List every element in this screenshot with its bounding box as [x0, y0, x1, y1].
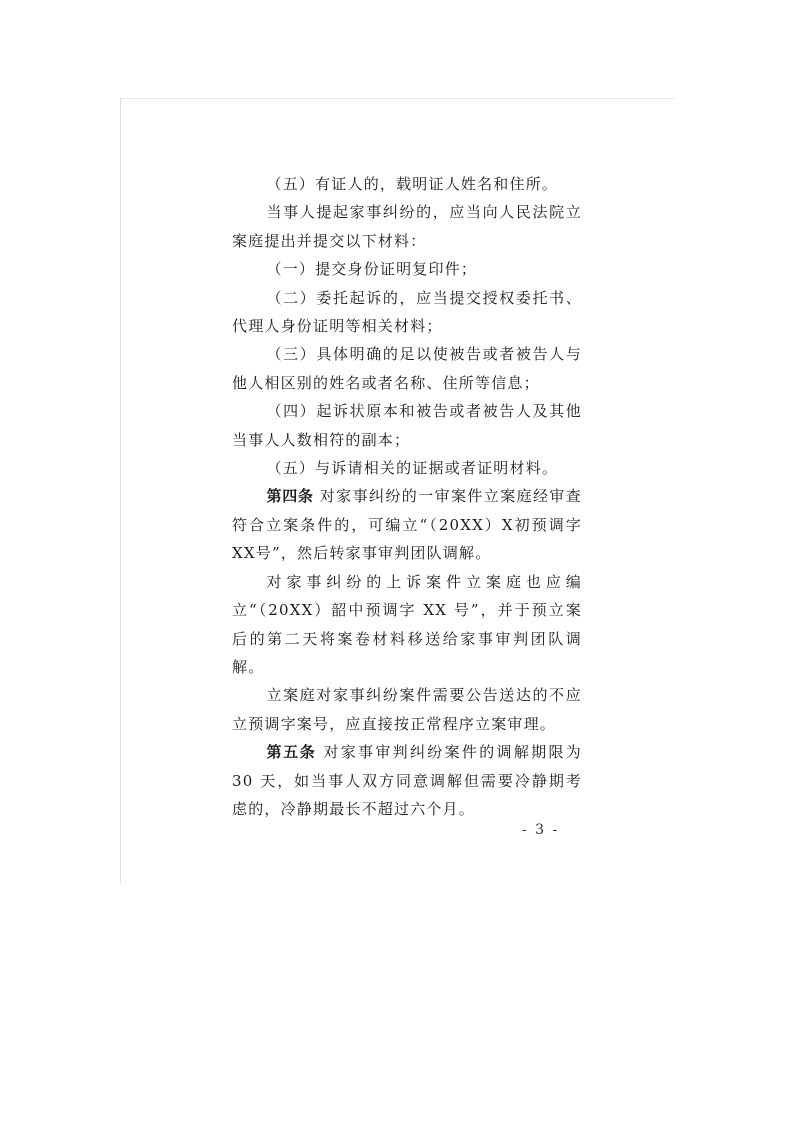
- article-five-label: 第五条: [266, 743, 317, 762]
- article-four-label: 第四条: [266, 487, 314, 506]
- article-five: [232, 738, 582, 823]
- item-four-copies: （四）起诉状原本和被告或者被告人及其他当事人人数相符的副本；: [232, 402, 582, 449]
- document-body: [232, 170, 582, 823]
- item-three-identity: （三）具体明确的足以使被告或者被告人与他人相区别的姓名或者名称、住所等信息；: [232, 345, 582, 392]
- paragraph-appeal-cases: 对家事纠纷的上诉案件立案庭也应编立“（20XX）韶中预调字 XX 号”，并于预立案后的第二天将案卷材料移送给家事审判团队调解。: [232, 572, 582, 676]
- frame-top-border: [120, 98, 674, 99]
- item-five-witness: （五）有证人的，载明证人姓名和住所。: [266, 175, 559, 193]
- item-five-evidence: （五）与诉请相关的证据或者证明材料。: [266, 459, 559, 478]
- article-four: [232, 482, 582, 567]
- item-two-entrust: （二）委托起诉的，应当提交授权委托书、代理人身份证明等相关材料；: [232, 288, 582, 336]
- page-number: - 3 -: [522, 822, 560, 838]
- article-five-text: 对家事审判纠纷案件的调解期限为 30 天，如当事人双方同意调解但需要冷静期考虑的，冷静期最长不超过六个月。: [232, 743, 582, 818]
- paragraph-filing-materials: 当事人提起家事纠纷的，应当向人民法院立案庭提出并提交以下材料：: [232, 203, 582, 250]
- item-one-id: （一）提交身份证明复印件；: [266, 260, 478, 279]
- article-four-text: 对家事纠纷的一审案件立案庭经审查符合立案条件的，可编立“（20XX）X初预调字XX号”，然后转家事审判团队调解。: [232, 487, 582, 563]
- frame-left-border: [120, 98, 121, 883]
- paragraph-public-notice: 立案庭对家事纠纷案件需要公告送达的不应立预调字案号，应直接按正常程序立案审理。: [232, 686, 582, 733]
